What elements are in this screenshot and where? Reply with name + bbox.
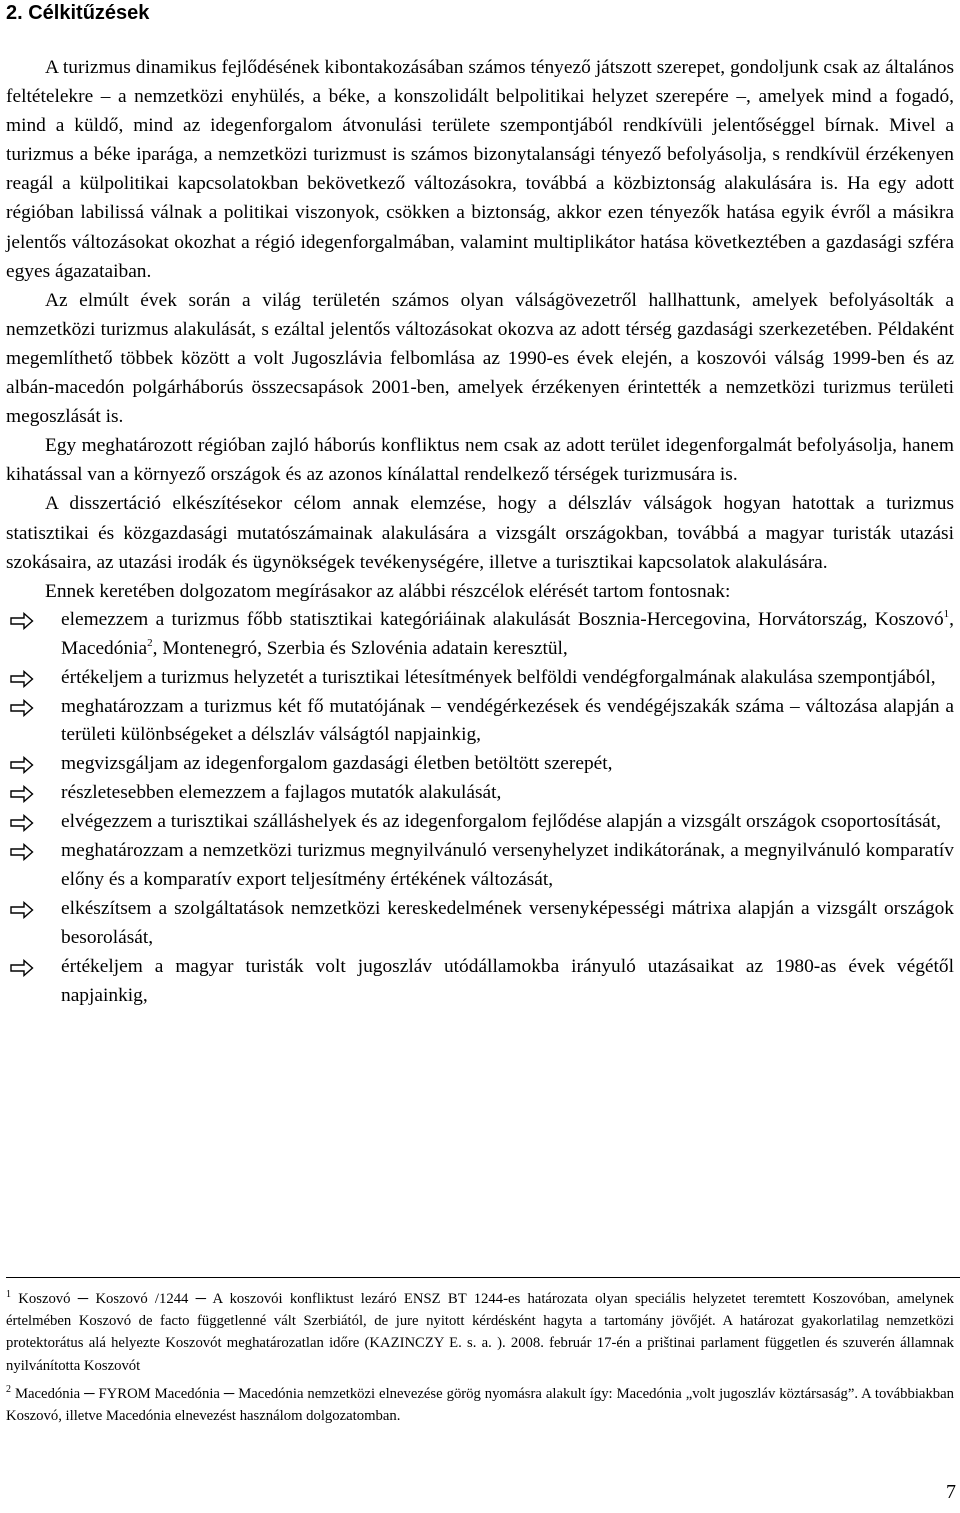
goal-item — [6, 606, 954, 664]
footnote-marker: 1 — [6, 1289, 11, 1300]
goals-list — [6, 606, 954, 1011]
right-arrow-icon — [10, 612, 34, 630]
footnotes — [6, 1288, 954, 1427]
footnote-ref-2: 2 — [147, 636, 153, 649]
goal-item — [6, 837, 954, 895]
right-arrow-icon — [10, 959, 34, 977]
goal-text-part: , Macedónia — [61, 608, 954, 659]
footnote-marker: 2 — [6, 1383, 11, 1395]
paragraph-1: A turizmus dinamikus fejlődésének kibontakozásában számos tényező játszott szerepet, gondoljunk csak az általános feltételekre – a nemzetközi enyhülés, a béke, a konszolidált belpolitikai helyzet szerepére –, amelyek mind a fogadó, mind a küldő, mind az idegenforgalom átvonulási területe szempontjából rendkívüli jelentőséggel bírnak. Mivel a turizmus a béke iparága, a nemzetközi turizmust is számos bizonytalansági tényező befolyásolja, s rendkívül érzékenyen reagál a külpolitikai kapcsolatokban bekövetkező változásokra, továbbá a közbiztonság alakulására is. Ha egy adott régióban labilissá válnak a politikai viszonyok, csökken a biztonság, akkor ezen tényezők hatása egyik évről a másikra jelentős változásokat okozhat a régió idegenforgalmában, valamint multiplikátor hatása következtében a gazdasági szféra egyes ágazataiban. — [6, 57, 954, 282]
right-arrow-icon — [10, 785, 34, 803]
footnote-ref-1: 1 — [943, 607, 950, 620]
right-arrow-icon — [10, 814, 34, 832]
footnote-2 — [6, 1383, 954, 1427]
body-text — [6, 53, 954, 1010]
document-page — [6, 0, 954, 1010]
goal-text: meghatározzam a nemzetközi turizmus megnyilvánuló versenyhelyzet indikátorának, a megnyilvánuló komparatív előny és a komparatív export teljesítmény értékének változását, — [61, 840, 954, 890]
page-number: 7 — [946, 1481, 956, 1503]
goal-item — [6, 750, 954, 779]
goal-text-part: elemezzem a turizmus főbb statisztikai kategóriáinak alakulását Bosznia-Hercegovina, Horvátország, Koszovó — [61, 608, 944, 630]
goal-item — [6, 953, 954, 1011]
goal-item — [6, 664, 954, 693]
goal-item — [6, 779, 954, 808]
footnote-separator — [6, 1277, 960, 1278]
goal-text: értékeljem a magyar turisták volt jugoszláv utódállamokba irányuló utazásaikat az 1980-as évek végétől napjainkig, — [61, 955, 954, 1006]
goal-item — [6, 693, 954, 751]
right-arrow-icon — [10, 901, 34, 919]
paragraph-3: Egy meghatározott régióban zajló háborús konfliktus nem csak az adott terület idegenforgalmát befolyásolja, hanem kihatással van a környező országok és az azonos kínálattal rendelkező térségek turizmusára is. — [6, 435, 954, 486]
goal-text: részletesebben elemezzem a fajlagos mutatók alakulását, — [61, 782, 502, 804]
goal-text: elkészítsem a szolgáltatások nemzetközi kereskedelmének versenyképességi mátrixa alapján a vizsgált országok besorolását, — [61, 897, 954, 948]
goal-text: elvégezzem a turisztikai szálláshelyek és az idegenforgalom fejlődése alapján a vizsgált országok csoportosítását, — [61, 811, 941, 833]
paragraph-5: Ennek keretében dolgozatom megírásakor az alábbi részcélok elérését tartom fontosnak: — [45, 580, 731, 602]
goal-item — [6, 895, 954, 953]
right-arrow-icon — [10, 670, 34, 688]
section-heading: 2. Célkitűzések — [6, 2, 150, 24]
goal-text: értékeljem a turizmus helyzetét a turisztikai létesítmények belföldi vendégforgalmának alakulása szempontjából, — [61, 666, 936, 688]
goal-text: meghatározzam a turizmus két fő mutatójának – vendégérkezések és vendégéjszakák száma – változása alapján a területi különbségeket a délszláv válságtól napjainkig, — [61, 695, 954, 746]
footnote-1 — [6, 1288, 954, 1377]
right-arrow-icon — [10, 756, 34, 774]
right-arrow-icon — [10, 699, 34, 717]
paragraph-2: Az elmúlt évek során a világ területén számos olyan válságövezetről hallhattunk, amelyek befolyásolták a nemzetközi turizmus alakulását, s ezáltal jelentős változásokat okozva az adott térség gazdasági szerkezetében. Példaként megemlíthető többek között a volt Jugoszlávia felbomlása az 1990-es évek elején, a koszovói válság 1999-ben és az albán-macedón polgárháborús összecsapások 2001-ben, amelyek érzékenyen érintették a nemzetközi turizmus területi megoszlását is. — [6, 289, 954, 428]
goal-item — [6, 808, 954, 837]
paragraph-4: A disszertáció elkészítésekor célom annak elemzése, hogy a délszláv válságok hogyan hatottak a turizmus statisztikai és közgazdasági mutatószámainak alakulására a vizsgált országokban, továbbá a magyar turisták utazási szokásaira, az utazási irodák és ügynökségek tevékenységére, illetve a turisztikai kapcsolatok alakulására. — [6, 493, 954, 573]
goal-text: megvizsgáljam az idegenforgalom gazdasági életben betöltött szerepét, — [61, 753, 613, 775]
goal-text-part: , Montenegró, Szerbia és Szlovénia adatain keresztül, — [152, 637, 568, 659]
footnote-text: Koszovó ─ Koszovó /1244 ─ A koszovói konfliktust lezáró ENSZ BT 1244-es határozata olyan speciális helyzetet teremtett Koszovóban, amelynek értelmében Koszovó de facto függetlenné vált Szerbiától, de jure nyitott kérdésként hagyta a tartomány jövőjét. A határozat gyakorlatilag nemzetközi protektorátus alá helyezte Koszovót meghatározatlan időre (KAZINCZY E. s. a. ). 2008. február 17-én a prištinai parlament független és szuverén államnak nyilvánította Koszovót — [6, 1291, 954, 1374]
footnote-text: Macedónia ─ FYROM Macedónia ─ Macedónia nemzetközi elnevezése görög nyomásra alakult így: Macedónia „volt jugoszláv köztársaság”. A továbbiakban Koszovó, illetve Macedónia elnevezést használom dolgozatomban. — [6, 1385, 955, 1425]
right-arrow-icon — [10, 843, 34, 861]
